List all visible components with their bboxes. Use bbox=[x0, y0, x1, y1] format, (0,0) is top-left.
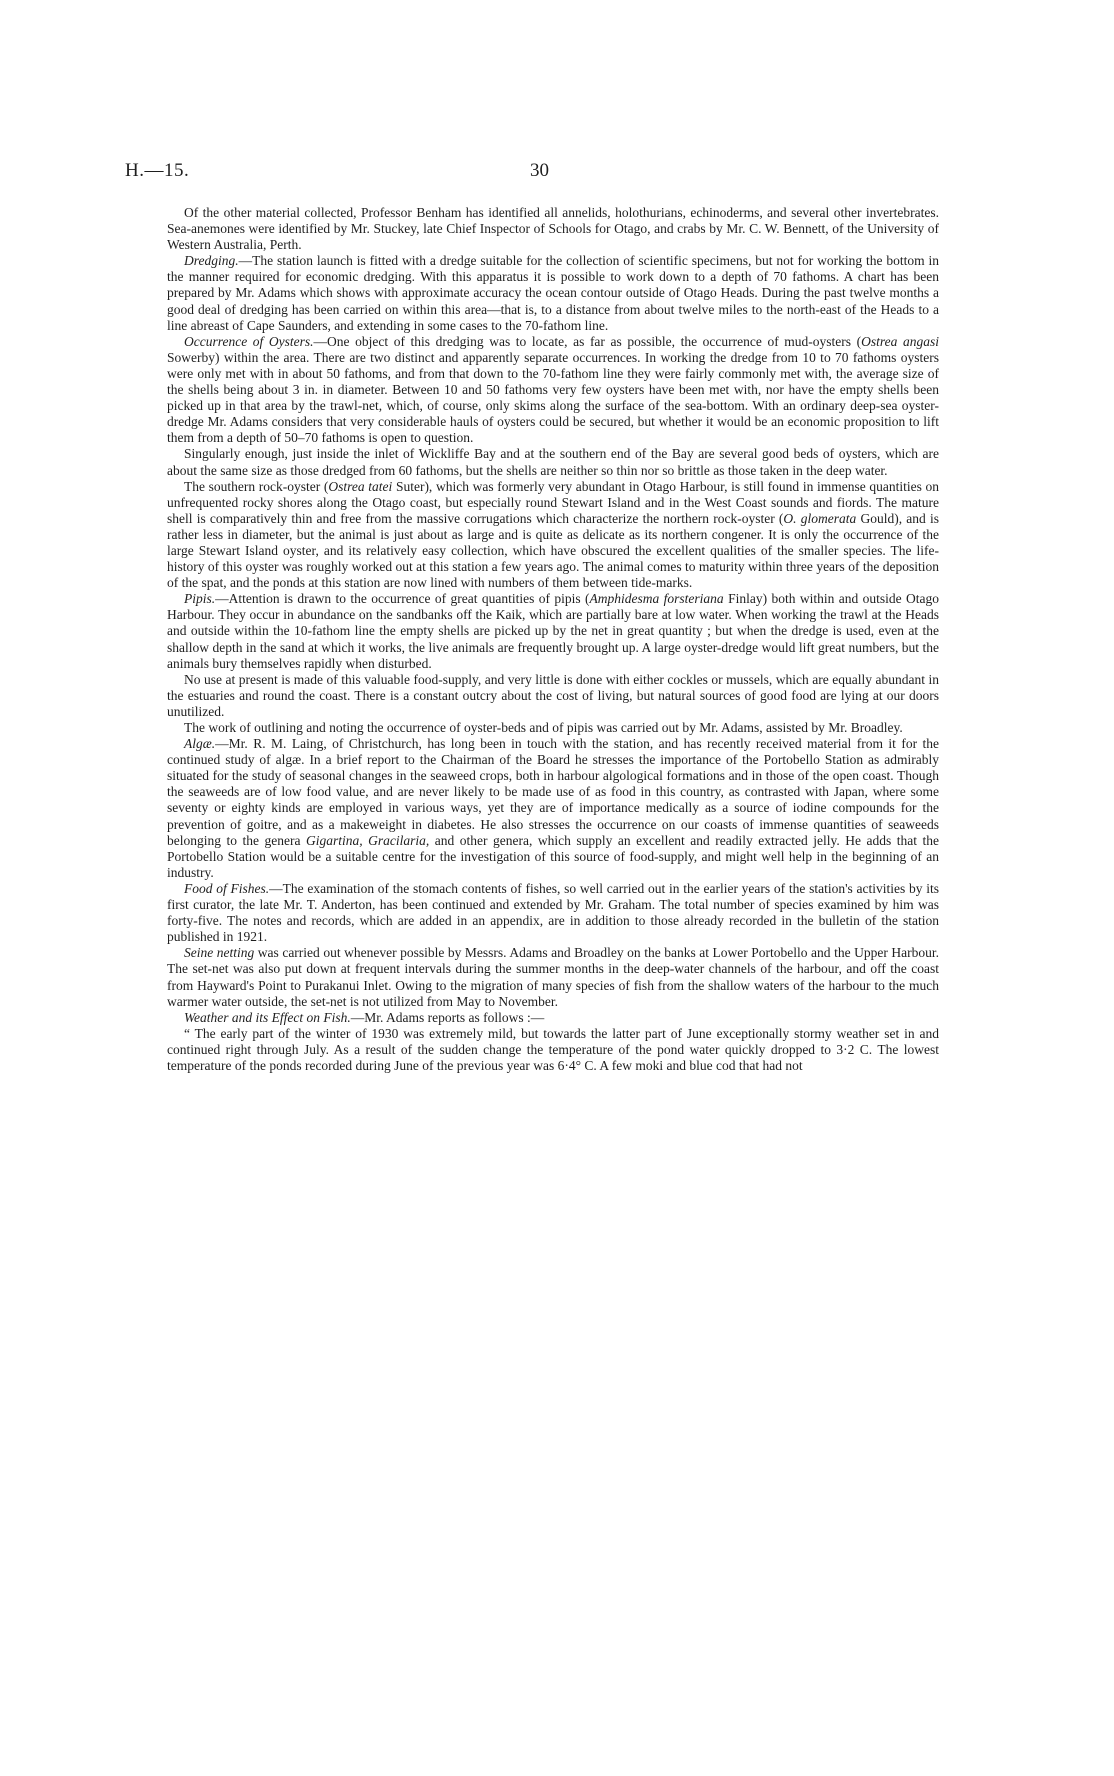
paragraph-text: Suter), which was formerly very abundant in Otago Harbour, is still found in immense quantities on unfrequented rocky shores along the Otago coast, but especially round Stewart Island and in the West Coast sounds and fiords. The mature shell is comparatively thin and free from the massive corrugations which characterize the northern rock-oyster ( bbox=[167, 478, 940, 526]
paragraph bbox=[167, 1026, 939, 1074]
paragraph bbox=[167, 1010, 939, 1026]
body-text bbox=[167, 205, 939, 1074]
page-number: 30 bbox=[530, 160, 549, 181]
page-header bbox=[0, 160, 1114, 186]
document-reference: H.—15. bbox=[125, 160, 190, 181]
paragraph-text: Of the other material collected, Professor Benham has identified all annelids, holothurians, echinoderms, and several other invertebrates. Sea-anemones were identified by Mr. Stuckey, late Chief Inspector of Schools for Otago, and crabs by Mr. C. W. Bennett, of the University of Western Australia, Perth. bbox=[167, 205, 939, 253]
paragraph bbox=[167, 672, 939, 720]
paragraph bbox=[167, 945, 939, 1009]
paragraph-text: —Mr. R. M. Laing, of Christchurch, has long been in touch with the station, and has recently received material from it for the continued study of algæ. In a brief report to the Chairman of the Board he stresses the importance of the Portobello Station as admirably situated for the study of seasonal changes in the seaweed crops, both in harbour algological formations and in those of the open coast. Though the seaweeds are of low food value, and are never likely to be made use of as food in this country, as contrasted with Japan, where some seventy or eighty kinds are employed in various ways, yet they are of importance medically as a source of iodine compounds for the prevention of goitre, and as a makeweight in diabetes. He also stresses the occurrence on our coasts of immense quantities of seaweeds belonging to the genera bbox=[167, 736, 939, 848]
section-heading: Seine netting bbox=[184, 945, 255, 961]
section-heading: Algæ. bbox=[184, 736, 216, 752]
paragraph bbox=[167, 446, 939, 478]
section-heading: Pipis. bbox=[184, 591, 216, 607]
paragraph-text: Finlay) both within and outside Otago Harbour. They occur in abundance on the sandbanks off the Kaik, which are partially bare at low water. When working the trawl at the Heads and outside within the 10-fathom line the empty shells are picked up by the net in great quantity ; but when the dredge is used, even at the shallow depth in the sand at which it works, the live animals are frequently brought up. A large oyster-dredge would lift great numbers, but the animals bury themselves rapidly when disturbed. bbox=[167, 591, 939, 671]
paragraph-text: —Attention is drawn to the occurrence of great quantities of pipis ( bbox=[215, 591, 590, 607]
paragraph-text: Sowerby) within the area. There are two distinct and apparently separate occurrences. In working the dredge from 10 to 70 fathoms oysters were only met with in about 50 fathoms, and from that down to the 70-fathom line they were fairly commonly met with, the average size of the shells being about 3 in. in diameter. Between 10 and 50 fathoms very few oysters have been met with, nor have the empty shells been picked up in that area by the trawl-net, which, of course, only skims along the surface of the sea-bottom. With an ordinary deep-sea oyster-dredge Mr. Adams considers that very considerable hauls of oysters could be secured, but whether it would be an economic proposition to lift them from a depth of 50–70 fathoms is open to question. bbox=[167, 349, 939, 446]
paragraph bbox=[167, 334, 939, 447]
paragraph-text: Gould), and is rather less in diameter, but the animal is just about as large and is quite as delicate as its northern congener. It is only the occurrence of the large Stewart Island oyster, and its relatively easy collection, which have obscured the excellent qualities of the smaller species. The life-history of this oyster was roughly worked out at this station a few years ago. The animal comes to maturity within three years of the deposition of the spat, and the ponds at this station are now lined with numbers of them between tide-marks. bbox=[167, 510, 939, 591]
species-name: Amphidesma forsteriana bbox=[589, 591, 724, 607]
species-name: Ostrea angasi bbox=[861, 333, 939, 349]
species-name: Gigartina, Gracilaria, bbox=[305, 832, 430, 848]
paragraph-text: The southern rock-oyster ( bbox=[184, 478, 329, 494]
paragraph-text: “ The early part of the winter of 1930 was extremely mild, but towards the latter part of June exceptionally stormy weather set in and continued right through July. As a result of the sudden change the temperature of the pond water quickly dropped to 3·2 C. The lowest temperature of the ponds recorded during June of the previous year was 6·4° C. A few moki and blue cod that had not bbox=[167, 1025, 939, 1073]
paragraph-text: —The station launch is fitted with a dredge suitable for the collection of scientific specimens, but not for working the bottom in the manner required for economic dredging. With this apparatus it is possible to work down to a depth of 70 fathoms. A chart has been prepared by Mr. Adams which shows with approximate accuracy the ocean contour outside of Otago Heads. During the past twelve months a good deal of dredging has been carried on within this area—that is, to a distance from about twelve miles to the north-east of the Heads to a line abreast of Cape Saunders, and extending in some cases to the 70-fathom line. bbox=[167, 253, 939, 333]
paragraph-text: The work of outlining and noting the occurrence of oyster-beds and of pipis was carried out by Mr. Adams, assisted by Mr. Broadley. bbox=[184, 720, 903, 735]
paragraph bbox=[167, 479, 939, 592]
paragraph bbox=[167, 881, 939, 945]
section-heading: Occurrence of Oysters. bbox=[184, 333, 314, 349]
paragraph-text: and other genera, which supply an excellent and readily extracted jelly. He adds that the Portobello Station would be a suitable centre for the investigation of this source of food-supply, and might well help in the beginning of an industry. bbox=[167, 832, 939, 880]
species-name: Ostrea tatei bbox=[328, 478, 393, 494]
paragraph bbox=[167, 591, 939, 671]
paragraph-text: —Mr. Adams reports as follows :— bbox=[350, 1009, 545, 1025]
paragraph bbox=[167, 736, 939, 881]
paragraph-text: —The examination of the stomach contents of fishes, so well carried out in the earlier years of the station's activities by its first curator, the late Mr. T. Anderton, has been continued and extended by Mr. Graham. The total number of species examined by him was forty-five. The notes and records, which are added in an appendix, are in addition to those already recorded in the bulletin of the station published in 1921. bbox=[167, 880, 940, 945]
section-heading: Food of Fishes. bbox=[184, 880, 270, 896]
species-name: O. glomerata bbox=[783, 510, 857, 526]
paragraph-text: Singularly enough, just inside the inlet of Wickliffe Bay and at the southern end of the Bay are several good beds of oysters, which are about the same size as those dredged from 60 fathoms, but the shells are neither so thin nor so brittle as those taken in the deep water. bbox=[167, 446, 939, 478]
paragraph bbox=[167, 253, 939, 333]
paragraph-text: No use at present is made of this valuable food-supply, and very little is done with either cockles or mussels, which are equally abundant in the estuaries and round the coast. There is a constant outcry about the cost of living, but natural sources of good food are lying at our doors unutilized. bbox=[167, 671, 939, 719]
paragraph-text: was carried out whenever possible by Messrs. Adams and Broadley on the banks at Lower Portobello and the Upper Harbour. The set-net was also put down at frequent intervals during the summer months in the deep-water channels of the harbour, and off the coast from Hayward's Point to Purakanui Inlet. Owing to the migration of many species of fish from the shallow waters of the harbour to the much warmer water outside, the set-net is not utilized from May to November. bbox=[167, 945, 939, 1009]
paragraph-text: —One object of this dredging was to locate, as far as possible, the occurrence of mud-oysters ( bbox=[313, 333, 862, 349]
paragraph bbox=[167, 720, 939, 736]
section-heading: Weather and its Effect on Fish. bbox=[184, 1009, 351, 1025]
paragraph bbox=[167, 205, 939, 253]
section-heading: Dredging. bbox=[184, 253, 239, 269]
